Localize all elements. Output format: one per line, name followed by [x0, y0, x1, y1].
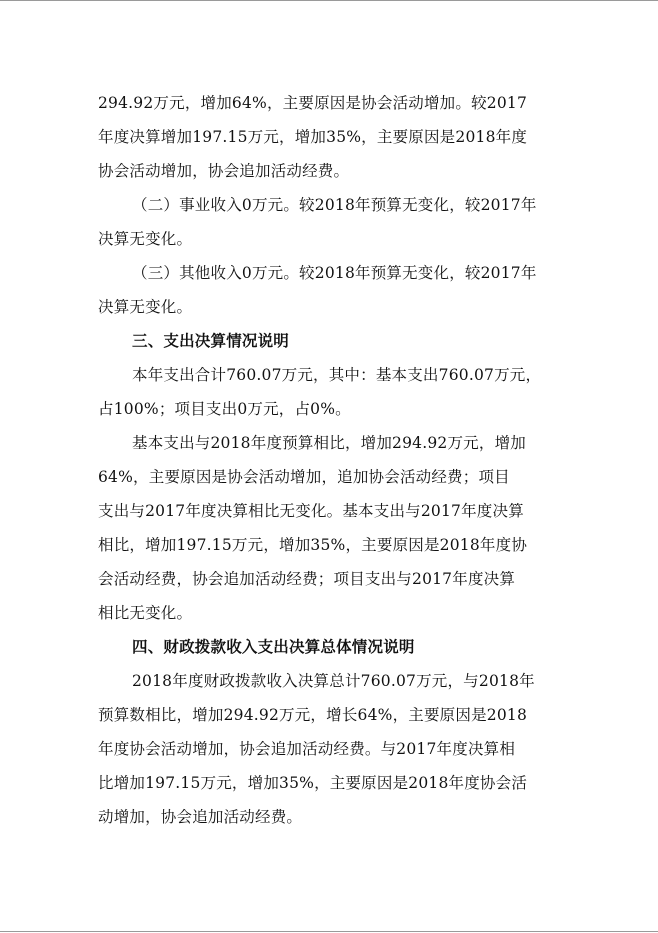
text-line: 决算无变化。 [98, 298, 193, 316]
text-line: （二）事业收入0万元。较2018年预算无变化，较2017年 [132, 196, 537, 214]
document-body [98, 86, 560, 834]
paragraph-expenditure-total [98, 358, 560, 426]
text-line: 比增加197.15万元，增加35%，主要原因是2018年度协会活 [98, 774, 528, 792]
section-heading-expenditure: 三、支出决算情况说明 [132, 331, 290, 350]
text-line: 本年支出合计760.07万元，其中：基本支出760.07万元， [132, 366, 542, 384]
text-line: 294.92万元，增加64%，主要原因是协会活动增加。较2017 [98, 94, 528, 112]
text-line: 协会活动增加，协会追加活动经费。 [98, 162, 350, 180]
text-line: （三）其他收入0万元。较2018年预算无变化，较2017年 [132, 264, 537, 282]
paragraph-business-income [98, 188, 560, 256]
text-line: 年度决算增加197.15万元，增加35%，主要原因是2018年度 [98, 128, 528, 146]
paragraph-other-income [98, 256, 560, 324]
text-line: 64%，主要原因是协会活动增加，追加协会活动经费；项目 [98, 468, 510, 486]
text-line: 2018年度财政拨款收入决算总计760.07万元，与2018年 [132, 672, 535, 690]
paragraph-income-comparison [98, 86, 560, 188]
section-heading-fiscal-allocation: 四、财政拨款收入支出决算总体情况说明 [132, 637, 415, 656]
text-line: 动增加，协会追加活动经费。 [98, 808, 303, 826]
page-top-border [0, 0, 658, 1]
text-line: 相比无变化。 [98, 604, 193, 622]
paragraph-fiscal-allocation [98, 664, 560, 834]
text-line: 占100%；项目支出0万元，占0%。 [98, 400, 351, 418]
text-line: 支出与2017年度决算相比无变化。基本支出与2017年度决算 [98, 502, 524, 520]
text-line: 会活动经费，协会追加活动经费；项目支出与2017年度决算 [98, 570, 516, 588]
text-line: 相比，增加197.15万元，增加35%，主要原因是2018年度协 [98, 536, 528, 554]
text-line: 年度协会活动增加，协会追加活动经费。与2017年度决算相 [98, 740, 516, 758]
text-line: 决算无变化。 [98, 230, 193, 248]
page-bottom-border [0, 931, 658, 932]
text-line: 预算数相比，增加294.92万元，增长64%，主要原因是2018 [98, 706, 528, 724]
paragraph-basic-expenditure [98, 426, 560, 630]
text-line: 基本支出与2018年度预算相比，增加294.92万元，增加 [132, 434, 526, 452]
